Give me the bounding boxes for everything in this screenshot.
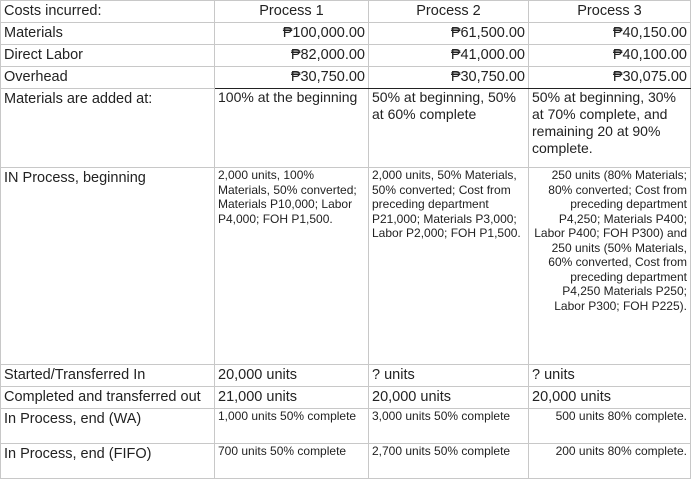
completed-label: Completed and transferred out bbox=[1, 387, 215, 409]
materials-added-row bbox=[1, 89, 691, 168]
in-process-beginning-label: IN Process, beginning bbox=[1, 168, 215, 365]
materials-added-p3: 50% at beginning, 30% at 70% complete, and remaining 20 at 90% complete. bbox=[529, 89, 691, 168]
in-process-beginning-p3: 250 units (80% Materials; 80% converted; Cost from preceding department P4,250; Materials P400; Labor P400; FOH P300) and 250 units (50% Materials, 60% converted, Cost from preceding department P4,250 Materials P250; Labor P300; FOH P225). bbox=[529, 168, 691, 365]
completed-p3: 20,000 units bbox=[529, 387, 691, 409]
started-p2: ? units bbox=[369, 365, 529, 387]
end-fifo-row bbox=[1, 444, 691, 479]
completed-row bbox=[1, 387, 691, 409]
end-wa-p2: 3,000 units 50% complete bbox=[369, 409, 529, 444]
direct-labor-row bbox=[1, 45, 691, 67]
direct-labor-p3: ₱40,100.00 bbox=[529, 45, 691, 67]
process-3-header: Process 3 bbox=[529, 1, 691, 23]
overhead-p2: ₱30,750.00 bbox=[369, 67, 529, 89]
overhead-label: Overhead bbox=[1, 67, 215, 89]
end-fifo-label: In Process, end (FIFO) bbox=[1, 444, 215, 479]
header-row bbox=[1, 1, 691, 23]
started-label: Started/Transferred In bbox=[1, 365, 215, 387]
process-1-header: Process 1 bbox=[215, 1, 369, 23]
materials-added-p2: 50% at beginning, 50% at 60% complete bbox=[369, 89, 529, 168]
materials-row bbox=[1, 23, 691, 45]
materials-p1: ₱100,000.00 bbox=[215, 23, 369, 45]
materials-label: Materials bbox=[1, 23, 215, 45]
direct-labor-p1: ₱82,000.00 bbox=[215, 45, 369, 67]
costs-incurred-label: Costs incurred: bbox=[1, 1, 215, 23]
materials-added-label: Materials are added at: bbox=[1, 89, 215, 168]
end-wa-label: In Process, end (WA) bbox=[1, 409, 215, 444]
end-wa-row bbox=[1, 409, 691, 444]
started-row bbox=[1, 365, 691, 387]
started-p3: ? units bbox=[529, 365, 691, 387]
completed-p1: 21,000 units bbox=[215, 387, 369, 409]
in-process-beginning-p1: 2,000 units, 100% Materials, 50% converted; Materials P10,000; Labor P4,000; FOH P1,500. bbox=[215, 168, 369, 365]
materials-p3: ₱40,150.00 bbox=[529, 23, 691, 45]
started-p1: 20,000 units bbox=[215, 365, 369, 387]
end-fifo-p1: 700 units 50% complete bbox=[215, 444, 369, 479]
in-process-beginning-row bbox=[1, 168, 691, 365]
direct-labor-label: Direct Labor bbox=[1, 45, 215, 67]
overhead-p3: ₱30,075.00 bbox=[529, 67, 691, 89]
end-wa-p1: 1,000 units 50% complete bbox=[215, 409, 369, 444]
end-fifo-p3: 200 units 80% complete. bbox=[529, 444, 691, 479]
materials-p2: ₱61,500.00 bbox=[369, 23, 529, 45]
process-2-header: Process 2 bbox=[369, 1, 529, 23]
materials-added-p1: 100% at the beginning bbox=[215, 89, 369, 168]
end-wa-p3: 500 units 80% complete. bbox=[529, 409, 691, 444]
end-fifo-p2: 2,700 units 50% complete bbox=[369, 444, 529, 479]
in-process-beginning-p2: 2,000 units, 50% Materials, 50% converted; Cost from preceding department P21,000; Materials P3,000; Labor P2,000; FOH P1,500. bbox=[369, 168, 529, 365]
overhead-p1: ₱30,750.00 bbox=[215, 67, 369, 89]
direct-labor-p2: ₱41,000.00 bbox=[369, 45, 529, 67]
overhead-row bbox=[1, 67, 691, 89]
completed-p2: 20,000 units bbox=[369, 387, 529, 409]
